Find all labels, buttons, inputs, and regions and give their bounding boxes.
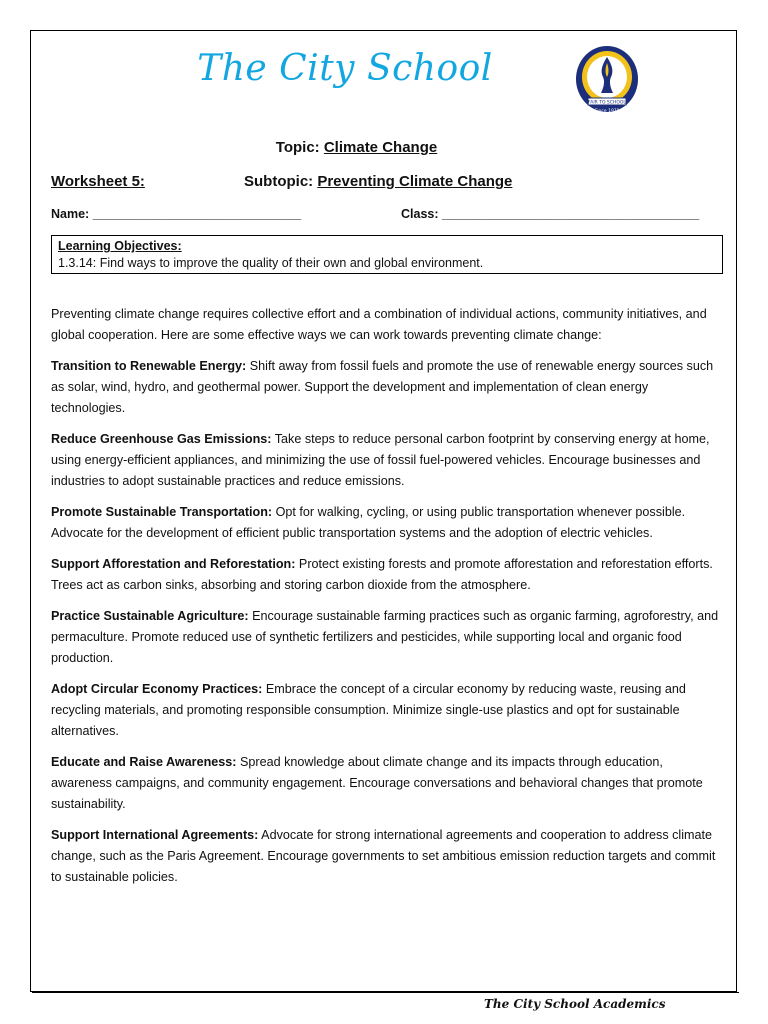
- section-heading: Adopt Circular Economy Practices:: [51, 682, 263, 696]
- name-blank[interactable]: ______________________________: [92, 207, 302, 221]
- school-title: The City School: [197, 48, 493, 89]
- section-paragraph: [51, 356, 723, 419]
- logo-since: Since 1978: [594, 109, 620, 114]
- class-field[interactable]: [401, 207, 699, 221]
- school-crest-logo: [574, 43, 640, 119]
- section-heading: Support Afforestation and Reforestation:: [51, 557, 296, 571]
- section-heading: Promote Sustainable Transportation:: [51, 505, 273, 519]
- intro-paragraph: Preventing climate change requires collective effort and a combination of individual actions, community initiatives, and global cooperation. Here are some effective ways we can work towards preventing climate change:: [51, 307, 707, 342]
- name-field[interactable]: [51, 207, 301, 221]
- section-paragraph: [51, 679, 723, 742]
- learning-objectives-text: 1.3.14: Find ways to improve the quality of their own and global environment.: [58, 256, 484, 270]
- subtopic-label: Subtopic:: [244, 173, 314, 190]
- worksheet-label: Worksheet 5:: [51, 173, 145, 190]
- worksheet-body: [51, 304, 723, 898]
- section-heading: Reduce Greenhouse Gas Emissions:: [51, 432, 272, 446]
- section-text: Advocate for strong international agreements and cooperation to address climate change, such as the Paris Agreement. Encourage governments to set ambitious emission reduction targets and commit to sustainable policies.: [51, 828, 716, 884]
- class-label: Class:: [401, 207, 439, 221]
- class-blank[interactable]: _____________________________________: [442, 207, 700, 221]
- section-paragraph: [51, 554, 723, 596]
- section-paragraph: [51, 752, 723, 815]
- section-text: Embrace the concept of a circular economy by reducing waste, reusing and recycling materials, and promoting responsible consumption. Minimize single-use plastics and opt for sustainable alternatives.: [51, 682, 686, 738]
- topic-heading: [0, 139, 713, 156]
- section-paragraph: [51, 825, 723, 888]
- logo-motto: FAIR TO SCHOOL: [588, 100, 626, 106]
- section-text: Encourage sustainable farming practices such as organic farming, agroforestry, and permaculture. Promote reduced use of synthetic fertilizers and pesticides, while supporting local and organic food production.: [51, 609, 719, 665]
- section-text: Shift away from fossil fuels and promote the use of renewable energy sources such as solar, wind, hydro, and geothermal power. Support the development and implementation of clean energy technologies.: [51, 359, 714, 415]
- subtopic-heading: [244, 173, 512, 190]
- section-heading: Support International Agreements:: [51, 828, 259, 842]
- section-text: Take steps to reduce personal carbon footprint by conserving energy at home, using energy-efficient appliances, and minimizing the use of fossil fuel-powered vehicles. Encourage businesses and industries to adopt sustainable practices and reduce emissions.: [51, 432, 710, 488]
- section-paragraph: [51, 502, 723, 544]
- section-heading: Transition to Renewable Energy:: [51, 359, 247, 373]
- learning-objectives-title: Learning Objectives:: [58, 239, 182, 253]
- section-text: Opt for walking, cycling, or using public transportation whenever possible. Advocate for the development of efficient public transportation systems and the adoption of electric vehicles.: [51, 505, 686, 540]
- name-label: Name:: [51, 207, 90, 221]
- section-paragraph: [51, 606, 723, 669]
- topic-label: Topic:: [275, 139, 320, 156]
- section-paragraph: [51, 429, 723, 492]
- section-text: Spread knowledge about climate change and its impacts through education, awareness campaigns, and community engagement. Encourage conversations and behavioral changes that promote sustainability.: [51, 755, 703, 811]
- footer-signature: The City School Academics: [484, 997, 666, 1011]
- learning-objectives-box: [51, 235, 723, 274]
- subtopic-value: Preventing Climate Change: [317, 173, 513, 190]
- section-heading: Educate and Raise Awareness:: [51, 755, 237, 769]
- topic-value: Climate Change: [323, 139, 438, 156]
- section-heading: Practice Sustainable Agriculture:: [51, 609, 249, 623]
- section-text: Protect existing forests and promote afforestation and reforestation efforts. Trees act as carbon sinks, absorbing and storing carbon dioxide from the atmosphere.: [51, 557, 713, 592]
- page-border-shadow: [32, 992, 739, 993]
